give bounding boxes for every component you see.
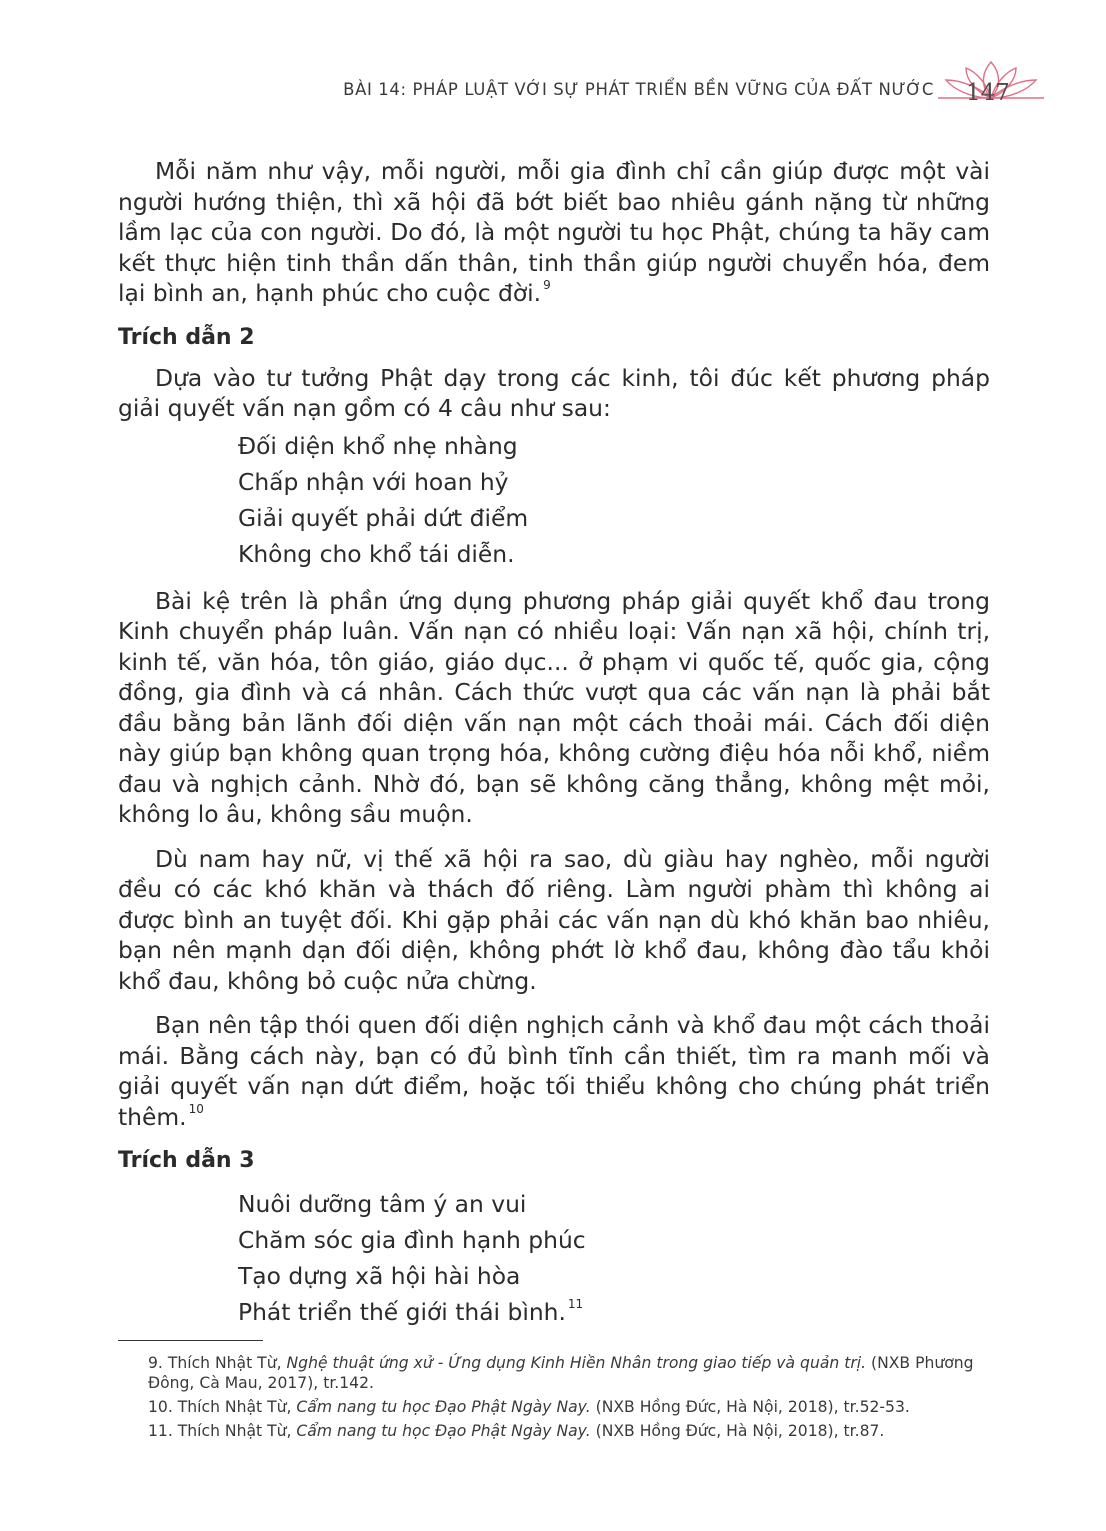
verse-line: Chấp nhận với hoan hỷ: [238, 467, 509, 496]
footnote-title: Cẩm nang tu học Đạo Phật Ngày Nay.: [296, 1422, 591, 1440]
verse-line: Chăm sóc gia đình hạnh phúc: [238, 1226, 586, 1254]
footnote-ref: 11: [567, 1297, 584, 1311]
verse-block: [118, 1186, 990, 1330]
paragraph: [118, 1010, 990, 1132]
verse-line: [238, 1294, 990, 1330]
footnote-title: Cẩm nang tu học Đạo Phật Ngày Nay.: [296, 1398, 591, 1416]
footnote-title: Nghệ thuật ứng xử - Ứng dụng Kinh Hiền Nhân trong giao tiếp và quản trị.: [286, 1354, 867, 1372]
page-number: 147: [966, 80, 1010, 106]
footnote-source: (NXB Hồng Đức, Hà Nội, 2018), tr.52-53.: [590, 1398, 910, 1416]
footnote-item: [118, 1397, 990, 1417]
paragraph-text: Mỗi năm như vậy, mỗi người, mỗi gia đình chỉ cần giúp được một vài người hướng thiện, thì xã hội đã bớt biết bao nhiêu gánh nặng từ những lầm lạc của con người. Do đó, là một người tu học Phật, chúng ta hãy cam kết thực hiện tinh thần dấn thân, tinh thần giúp người chuyển hóa, đem lại bình an, hạnh phúc cho cuộc đời.: [118, 157, 990, 307]
footnotes: [118, 1340, 990, 1445]
section-heading: Trích dẫn 2: [118, 324, 255, 350]
footnote-author: 11. Thích Nhật Từ,: [148, 1422, 297, 1440]
paragraph: Bài kệ trên là phần ứng dụng phương pháp giải quyết khổ đau trong Kinh chuyển pháp luân. Vấn nạn có nhiều loại: Vấn nạn xã hội, chính trị, kinh tế, văn hóa, tôn giáo, giáo dục... ở phạm vi quốc tế, quốc gia, cộng đồng, gia đình và cá nhân. Cách thức vượt qua các vấn nạn là phải bắt đầu bằng bản lãnh đối diện vấn nạn một cách thoải mái. Cách đối diện này giúp bạn không quan trọng hóa, không cường điệu hóa nỗi khổ, niềm đau và nghịch cảnh. Nhờ đó, bạn sẽ không căng thẳng, không mệt mỏi, không lo âu, không sầu muộn.: [118, 586, 990, 828]
footnote-ref: 10: [188, 1101, 204, 1116]
section-heading: Trích dẫn 3: [118, 1148, 255, 1173]
paragraph: Dù nam hay nữ, vị thế xã hội ra sao, dù giàu hay nghèo, mỗi người đều có các khó khăn và thách đố riêng. Làm người phàm thì không ai được bình an tuyệt đối. Khi gặp phải các vấn nạn dù khó khăn bao nhiêu, bạn nên mạnh dạn đối diện, không phớt lờ khổ đau, không đào tẩu khỏi khổ đau, không bỏ cuộc nửa chừng.: [118, 844, 990, 995]
footnote-divider: [118, 1340, 263, 1341]
footnote-item: [118, 1421, 990, 1441]
verse-block: [118, 428, 990, 572]
footnote-source: (NXB Hồng Đức, Hà Nội, 2018), tr.87.: [590, 1422, 885, 1440]
footnote-ref: 9: [543, 278, 551, 292]
footnote-item: [118, 1353, 990, 1393]
verse-line: Đối diện khổ nhẹ nhàng: [238, 431, 518, 460]
chapter-title: BÀI 14: PHÁP LUẬT VỚI SỰ PHÁT TRIỂN BỀN VỮNG CỦA ĐẤT NƯỚC: [343, 80, 934, 99]
verse-line-text: Phát triển thế giới thái bình.: [238, 1298, 566, 1326]
verse-line: Tạo dựng xã hội hài hòa: [238, 1262, 521, 1290]
paragraph: [118, 156, 990, 309]
footnote-source: (NXB Phương Đông, Cà Mau, 2017), tr.142.: [148, 1354, 974, 1392]
footnote-author: 9. Thích Nhật Từ,: [148, 1354, 287, 1372]
paragraph: Dựa vào tư tưởng Phật dạy trong các kinh, tôi đúc kết phương pháp giải quyết vấn nạn gồm có 4 câu như sau:: [118, 363, 990, 422]
verse-line: Giải quyết phải dứt điểm: [238, 503, 529, 532]
footnote-author: 10. Thích Nhật Từ,: [148, 1398, 297, 1416]
verse-line: Nuôi dưỡng tâm ý an vui: [238, 1190, 527, 1218]
paragraph-text: Bạn nên tập thói quen đối diện nghịch cảnh và khổ đau một cách thoải mái. Bằng cách này, bạn có đủ bình tĩnh cần thiết, tìm ra manh mối và giải quyết vấn nạn dứt điểm, hoặc tối thiểu không cho chúng phát triển thêm.: [118, 1011, 990, 1131]
verse-line: Không cho khổ tái diễn.: [238, 539, 515, 568]
page-header: [0, 74, 1106, 114]
main-content: [118, 156, 990, 1330]
